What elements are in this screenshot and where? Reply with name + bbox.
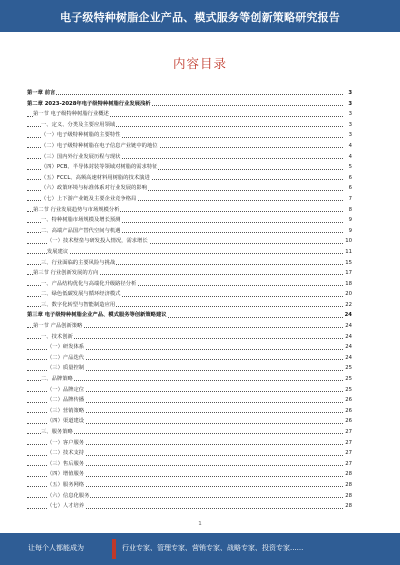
toc-entry[interactable] <box>27 448 352 459</box>
toc-entry-text: （一）技术壁垒与研发投入情况，需求增长 <box>47 236 149 247</box>
toc-entry-text: （二）电子级特种树脂在电子信息产业链中的地位 <box>41 141 159 152</box>
toc-entry-text: 第二章 2023-2028年电子级特种树脂行业发展浅析 <box>27 99 152 110</box>
toc-entry-page: 6 <box>343 183 352 194</box>
toc-entry-text: （五）服务网络 <box>47 480 85 491</box>
toc-entry[interactable] <box>27 385 352 396</box>
toc-entry[interactable] <box>27 438 352 449</box>
footer-tagline: 行业专家、管理专家、营销专家、战略专家、投资专家...... <box>122 544 304 552</box>
toc-entry[interactable] <box>27 183 352 194</box>
toc-entry-text: 三、行业面临的主要风险与挑战 <box>41 258 116 269</box>
toc-entry-page: 24 <box>343 332 352 343</box>
toc-entry[interactable] <box>27 162 352 173</box>
toc-entry[interactable] <box>27 99 352 110</box>
toc-entry-page: 25 <box>343 363 352 374</box>
toc-entry-text: 第一节 产品创新策略 <box>33 321 83 332</box>
toc-entry-page: 28 <box>343 501 352 512</box>
toc-entry-page: 20 <box>343 289 352 300</box>
toc-entry-page: 25 <box>343 374 352 385</box>
toc-entry-page: 3 <box>343 120 352 131</box>
toc-entry-text: （二）技术支持 <box>47 448 85 459</box>
toc-entry-page: 25 <box>343 385 352 396</box>
toc-entry-page: 26 <box>343 395 352 406</box>
toc-entry-text: （四）渠道建设 <box>47 416 85 427</box>
toc-entry-text: 一、特种树脂市场规模及增长预测 <box>41 215 121 226</box>
toc-entry-text: （二）品牌传播 <box>47 395 85 406</box>
toc-entry-text: 第三章 电子级特种树脂企业产品、模式服务等创新策略建议 <box>27 310 168 321</box>
toc-entry-text: （五）FCCL、高频高速材料用树脂的技术演进 <box>41 173 151 184</box>
toc-entry[interactable] <box>27 141 352 152</box>
toc-entry-page: 3 <box>343 130 352 141</box>
toc-entry[interactable] <box>27 363 352 374</box>
toc-entry[interactable] <box>27 332 352 343</box>
toc-entry-text: 发展建议 <box>47 247 69 258</box>
toc-entry-text: （一）研发体系 <box>47 342 85 353</box>
toc-entry-text: （四）PCB、半导体封装等领域对树脂的需求特征 <box>41 162 158 173</box>
toc-entry[interactable] <box>27 109 352 120</box>
toc-entry-text: （三）国内外行业发展历程与现状 <box>41 152 121 163</box>
toc-entry[interactable] <box>27 268 352 279</box>
toc-entry-page: 27 <box>343 438 352 449</box>
toc-entry-text: （一）客户服务 <box>47 438 85 449</box>
toc-entry[interactable] <box>27 501 352 512</box>
toc-entry[interactable] <box>27 152 352 163</box>
dot-leader <box>27 380 343 381</box>
toc-entry-text: 一、技术创新 <box>41 332 74 343</box>
report-title: 电子级特种树脂企业产品、模式服务等创新策略研究报告 <box>60 11 340 24</box>
toc-entry-page: 26 <box>343 406 352 417</box>
toc-entry[interactable] <box>27 215 352 226</box>
document-page <box>0 32 400 533</box>
toc-entry[interactable] <box>27 469 352 480</box>
toc-entry[interactable] <box>27 416 352 427</box>
toc-entry[interactable] <box>27 427 352 438</box>
toc-entry-text: （四）增值服务 <box>47 469 85 480</box>
toc-entry-page: 24 <box>343 310 352 321</box>
toc-entry-page: 28 <box>343 491 352 502</box>
toc-entry-text: 三、服务策略 <box>41 427 74 438</box>
toc-entry[interactable] <box>27 310 352 321</box>
toc-entry[interactable] <box>27 395 352 406</box>
toc-entry[interactable] <box>27 289 352 300</box>
toc-entry[interactable] <box>27 205 352 216</box>
table-of-contents <box>27 88 352 512</box>
toc-entry-page: 4 <box>343 152 352 163</box>
toc-heading: 内容目录 <box>172 56 227 71</box>
toc-entry-text: 二、绿色低碳发展与循环经济模式 <box>41 289 121 300</box>
page-number: 1 <box>198 521 202 527</box>
toc-entry-page: 11 <box>343 247 352 258</box>
dot-leader <box>27 94 343 95</box>
toc-entry[interactable] <box>27 321 352 332</box>
toc-entry-text: 第二节 行业发展趋势与市场规模分析 <box>33 205 120 216</box>
toc-entry-page: 24 <box>343 353 352 364</box>
toc-entry-page: 3 <box>343 109 352 120</box>
toc-entry-page: 27 <box>343 427 352 438</box>
toc-entry[interactable] <box>27 88 352 99</box>
toc-entry-text: （三）质量控制 <box>47 363 85 374</box>
toc-entry-text: 三、数字化转型与智能制造应用 <box>41 300 116 311</box>
toc-entry[interactable] <box>27 374 352 385</box>
dot-leader <box>27 433 343 434</box>
toc-entry-page: 28 <box>343 480 352 491</box>
toc-entry[interactable] <box>27 480 352 491</box>
toc-entry-text: 二、品牌策略 <box>41 374 74 385</box>
toc-entry[interactable] <box>27 226 352 237</box>
toc-entry[interactable] <box>27 258 352 269</box>
toc-entry[interactable] <box>27 300 352 311</box>
page-header <box>0 0 400 32</box>
toc-entry-page: 3 <box>343 99 352 110</box>
toc-entry[interactable] <box>27 120 352 131</box>
toc-entry-page: 15 <box>343 258 352 269</box>
toc-entry-page: 10 <box>343 236 352 247</box>
toc-entry-page: 4 <box>343 141 352 152</box>
toc-entry-page: 22 <box>343 300 352 311</box>
toc-entry-page: 5 <box>343 162 352 173</box>
toc-entry-page: 9 <box>343 215 352 226</box>
toc-entry-page: 24 <box>343 321 352 332</box>
toc-entry-page: 7 <box>343 194 352 205</box>
toc-entry-text: （二）产品迭代 <box>47 353 85 364</box>
footer-divider <box>112 539 116 559</box>
toc-entry[interactable] <box>27 406 352 417</box>
toc-entry-text: （六）政策环境与标准体系对行业发展的影响 <box>41 183 148 194</box>
toc-entry-page: 24 <box>343 342 352 353</box>
toc-entry[interactable] <box>27 247 352 258</box>
toc-entry[interactable] <box>27 279 352 290</box>
toc-entry[interactable] <box>27 173 352 184</box>
toc-entry-text: 第一章 前言 <box>27 88 56 99</box>
toc-entry-text: （七）上下游产业链及主要企业竞争格局 <box>41 194 137 205</box>
toc-entry-page: 3 <box>343 88 352 99</box>
toc-entry-page: 9 <box>343 226 352 237</box>
toc-entry-page: 17 <box>343 268 352 279</box>
toc-entry[interactable] <box>27 459 352 470</box>
toc-entry-page: 18 <box>343 279 352 290</box>
toc-entry-text: 一、定义、分类及主要应用领域 <box>41 120 116 131</box>
toc-entry[interactable] <box>27 130 352 141</box>
toc-entry-text: 第一节 电子级特种树脂行业概述 <box>33 109 110 120</box>
toc-entry-text: （一）品牌定位 <box>47 385 85 396</box>
toc-entry[interactable] <box>27 491 352 502</box>
toc-entry[interactable] <box>27 194 352 205</box>
toc-entry-text: （七）人才培养 <box>47 501 85 512</box>
toc-entry[interactable] <box>27 353 352 364</box>
dot-leader <box>27 338 343 339</box>
toc-entry-page: 28 <box>343 469 352 480</box>
toc-entry-text: （一）电子级特种树脂的主要特性 <box>41 130 121 141</box>
dot-leader <box>27 253 343 254</box>
page-footer <box>0 533 400 565</box>
toc-entry-text: 第三节 行业创新发展的方向 <box>33 268 99 279</box>
toc-entry-text: 一、产品结构优化与高端化升级路径分析 <box>41 279 137 290</box>
toc-entry-text: （六）信息化服务 <box>47 491 90 502</box>
toc-entry-page: 8 <box>343 205 352 216</box>
toc-entry-page: 6 <box>343 173 352 184</box>
toc-entry-text: 二、高端产品国产替代空间与机遇 <box>41 226 121 237</box>
toc-entry-text: （三）营销策略 <box>47 406 85 417</box>
toc-entry-page: 26 <box>343 416 352 427</box>
toc-entry[interactable] <box>27 236 352 247</box>
toc-entry-page: 27 <box>343 448 352 459</box>
toc-entry-page: 27 <box>343 459 352 470</box>
toc-entry-text: （三）售后服务 <box>47 459 85 470</box>
toc-entry[interactable] <box>27 342 352 353</box>
footer-slogan: 让每个人都能成为 <box>28 544 84 552</box>
